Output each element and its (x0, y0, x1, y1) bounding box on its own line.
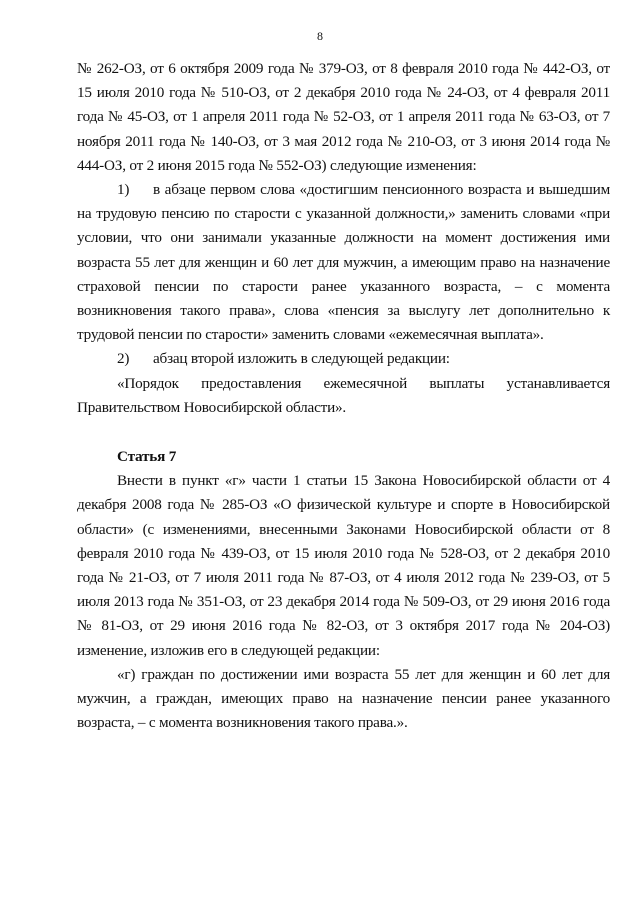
list-item-1-text: в абзаце первом слова «достигшим пенсионного возраста и вышедшим на трудовую пенсию по старости с указанной должности,» заменить словами «при условии, что они занимали указанные должности на момент достижения ими возраста 55 лет для женщин и 60 лет для мужчин, а имеющим право на назначение страховой пенсии по старости ранее указанного возраста, – с момента возникновения такого права», слова «пенсия за выслугу лет дополнительно к трудовой пенсии по старости» заменить словами «ежемесячная выплата». (77, 181, 610, 344)
list-item-2-number: 2) (117, 350, 130, 368)
quoted-paragraph-procedure: «Порядок предоставления ежемесячной выплаты устанавливается Правительством Новосибирской области». (77, 374, 610, 416)
section-spacer (77, 420, 610, 445)
list-item-2-text: абзац второй изложить в следующей редакции: (153, 350, 450, 368)
article-title: Статья 7 (117, 448, 177, 466)
paragraph-article-7: Внести в пункт «г» части 1 статьи 15 Закона Новосибирской области от 4 декабря 2008 года № 285-ОЗ «О физической культуре и спорте в Новосибирской области» (с изменениями, внесенными Законами Новосибирской области от 8 февраля 2010 года № 439-ОЗ, от 15 июля 2010 года № 528-ОЗ, от 2 декабря 2010 года № 21-ОЗ, от 7 июля 2011 года № 87-ОЗ, от 4 июля 2012 года № 239-ОЗ, от 5 июля 2013 года № 351-ОЗ, от 23 декабря 2014 года № 509-ОЗ, от 29 июня 2016 года № 81-ОЗ, от 29 июня 2016 года № 82-ОЗ, от 3 октября 2017 года № 204-ОЗ) изменение, изложив его в следующей редакции: (77, 472, 610, 659)
document-body (77, 57, 610, 735)
page-number: 8 (317, 29, 323, 43)
quoted-paragraph-sport: «г) граждан по достижении ими возраста 55 лет для женщин и 60 лет для мужчин, а граждан, имеющих право на назначение пенсии ранее указанного возраста, – с момента возникновения такого права.». (77, 665, 610, 732)
paragraph-amendment-references: № 262-ОЗ, от 6 октября 2009 года № 379-ОЗ, от 8 февраля 2010 года № 442-ОЗ, от 15 июля 2010 года № 510-ОЗ, от 2 декабря 2010 года № 24-ОЗ, от 4 февраля 2011 года № 45-ОЗ, от 1 апреля 2011 года № 52-ОЗ, от 1 апреля 2011 года № 63-ОЗ, от 7 ноября 2011 года № 140-ОЗ, от 3 мая 2012 года № 210-ОЗ, от 3 июня 2014 года № 444-ОЗ, от 2 июня 2015 года № 552-ОЗ) следующие изменения: (77, 60, 610, 174)
list-item-1 (77, 178, 610, 347)
list-item-2 (77, 347, 610, 371)
list-item-1-number: 1) (117, 181, 130, 199)
